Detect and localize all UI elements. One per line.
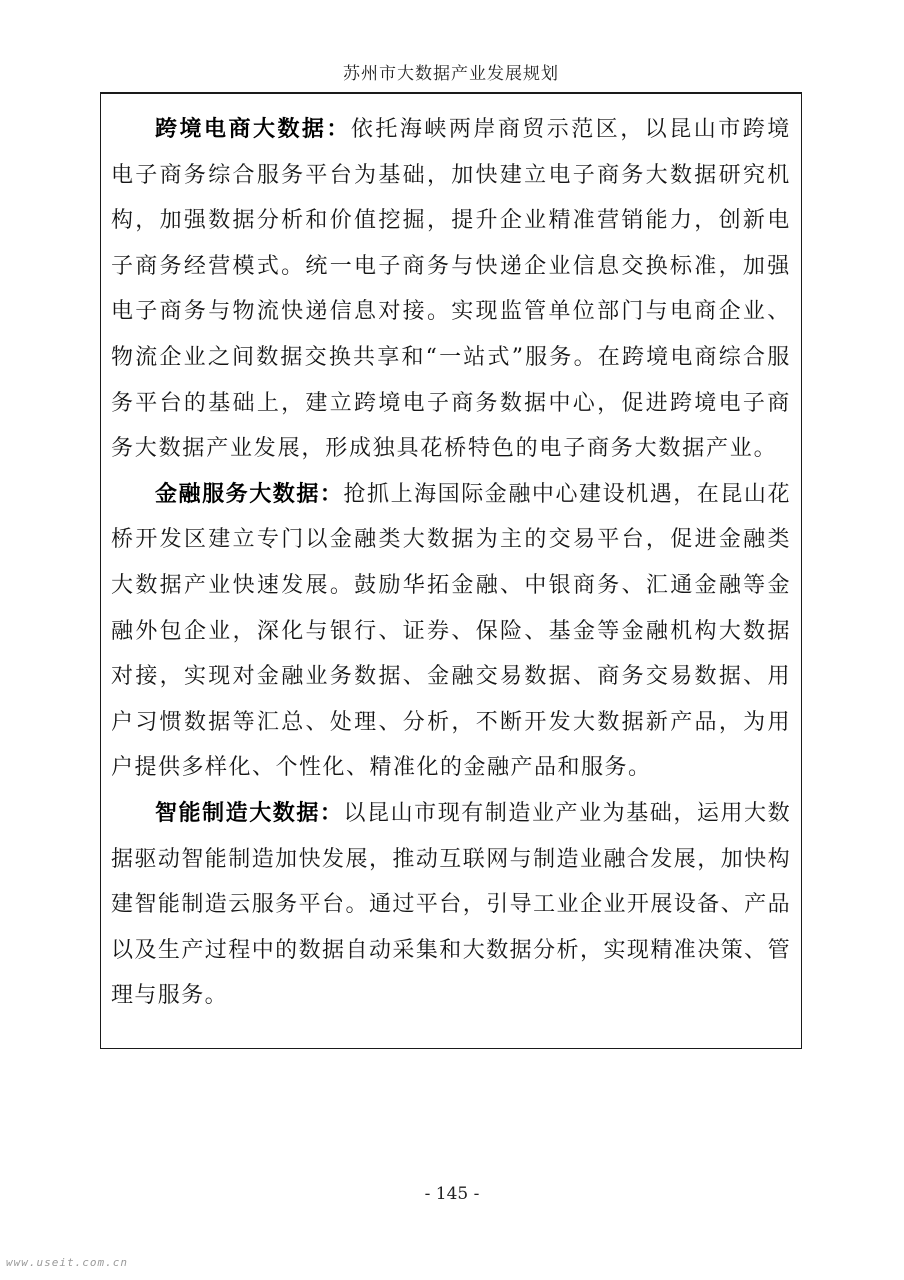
paragraph-text: 依托海峡两岸商贸示范区，以昆山市跨境电子商务综合服务平台为基础，加快建立电子商务大数据研究机构，加强数据分析和价值挖掘，提升企业精准营销能力，创新电子商务经营模式。统一电子商务与快递企业信息交换标准，加强电子商务与物流快递信息对接。实现监管单位部门与电商企业、物流企业之间数据交换共享和“一站式”服务。在跨境电商综合服务平台的基础上，建立跨境电子商务数据中心，促进跨境电子商务大数据产业发展，形成独具花桥特色的电子商务大数据产业。 xyxy=(111,117,791,462)
page-number: - 145 - xyxy=(424,1184,480,1204)
watermark: www.useit.com.cn xyxy=(6,1256,128,1269)
paragraph-lead: 金融服务大数据： xyxy=(155,480,344,507)
paragraph-financial-services xyxy=(111,472,791,791)
paragraph-text: 以昆山市现有制造业产业为基础，运用大数据驱动智能制造加快发展，推动互联网与制造业融合发展，加快构建智能制造云服务平台。通过平台，引导工业企业开展设备、产品以及生产过程中的数据自动采集和大数据分析，实现精准决策、管理与服务。 xyxy=(111,800,792,1009)
paragraph-smart-manufacturing xyxy=(111,791,791,1019)
content-box xyxy=(100,93,802,1049)
paragraph-lead: 智能制造大数据： xyxy=(155,799,344,826)
paragraph-lead: 跨境电商大数据： xyxy=(155,116,351,142)
paragraph-text: 抢抓上海国际金融中心建设机遇，在昆山花桥开发区建立专门以金融类大数据为主的交易平台，促进金融类大数据产业快速发展。鼓励华拓金融、中银商务、汇通金融等金融外包企业，深化与银行、证券、保险、基金等金融机构大数据对接，实现对金融业务数据、金融交易数据、商务交易数据、用户习惯数据等汇总、处理、分析，不断开发大数据新产品，为用户提供多样化、个性化、精准化的金融产品和服务。 xyxy=(111,481,791,781)
page-header-title: 苏州市大数据产业发展规划 xyxy=(343,64,559,84)
paragraph-cross-border-ecommerce xyxy=(111,107,791,472)
